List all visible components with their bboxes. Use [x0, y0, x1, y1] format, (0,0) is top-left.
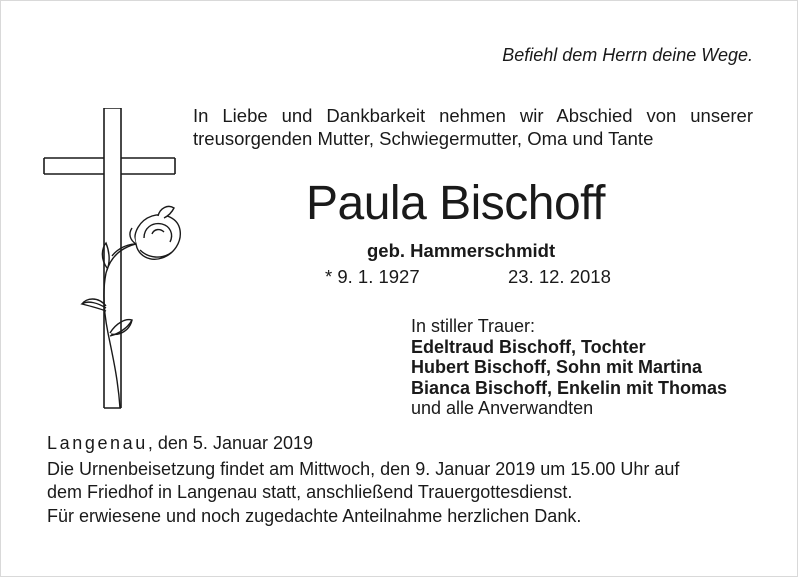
intro-line-2: treusorgenden Mutter, Schwiegermutter, Oma und Tante [193, 128, 654, 149]
notice-line: Für erwiesene und noch zugedachte Anteilnahme herzlichen Dank. [47, 505, 582, 526]
notice-line: dem Friedhof in Langenau statt, anschließend Trauergottesdienst. [47, 482, 573, 503]
intro-text [193, 104, 753, 150]
deceased-name: Paula Bischoff [306, 177, 605, 230]
mourners-closing: und alle Anverwandten [411, 398, 594, 418]
intro-line-1: In Liebe und Dankbarkeit nehmen wir Abschied von unserer [193, 105, 753, 126]
birth-date: * 9. 1. 1927 [325, 266, 420, 287]
funeral-notice [47, 458, 679, 528]
mourner-name: Edeltraud Bischoff, Tochter [411, 336, 646, 357]
notice-line: Die Urnenbeisetzung findet am Mittwoch, den 9. Januar 2019 um 15.00 Uhr auf [47, 459, 680, 479]
cross-with-rose-icon [40, 108, 190, 418]
mourners-heading: In stiller Trauer: [411, 316, 536, 336]
place-city: Langenau [47, 433, 148, 453]
place-date-text: , den 5. Januar 2019 [147, 433, 314, 453]
place-date [47, 433, 313, 454]
mourners-block [411, 316, 727, 419]
mourner-name: Hubert Bischoff, Sohn mit Martina [411, 357, 703, 377]
maiden-name: geb. Hammerschmidt [367, 240, 556, 261]
death-date: 23. 12. 2018 [508, 266, 611, 287]
mourner-name: Bianca Bischoff, Enkelin mit Thomas [411, 377, 728, 398]
motto: Befiehl dem Herrn deine Wege. [502, 45, 753, 65]
